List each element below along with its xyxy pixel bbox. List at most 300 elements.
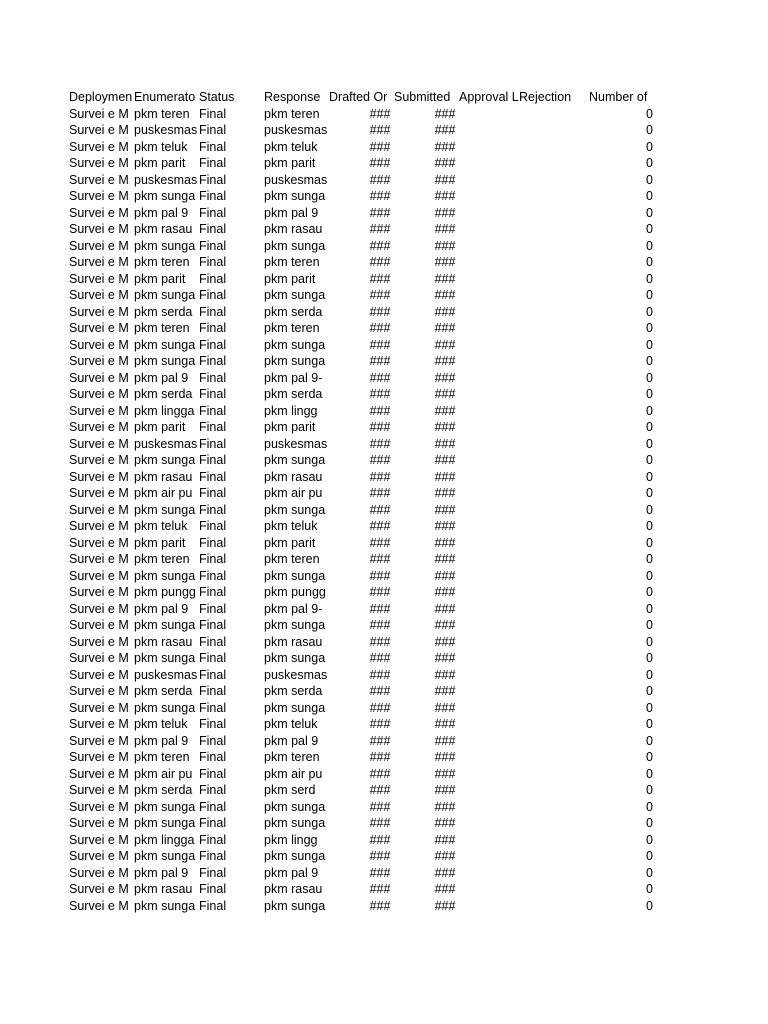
cell-status[interactable]: Final bbox=[199, 519, 227, 533]
cell-submitted[interactable]: ### bbox=[434, 469, 456, 484]
cell-status[interactable]: Final bbox=[199, 106, 227, 121]
cell-enumerator[interactable]: pkm air pu bbox=[134, 766, 193, 781]
cell-drafted-on[interactable]: ### bbox=[369, 667, 391, 682]
cell-response[interactable]: pkm sunga bbox=[264, 618, 326, 632]
cell-submitted[interactable]: ### bbox=[434, 733, 456, 748]
cell-deployment[interactable]: Survei e M bbox=[69, 684, 129, 698]
cell-number-of[interactable]: 0 bbox=[646, 667, 653, 682]
cell-submitted[interactable]: ### bbox=[434, 601, 456, 616]
cell-enumerator[interactable]: pkm sunga bbox=[134, 816, 196, 830]
cell-number-of[interactable]: 0 bbox=[646, 156, 653, 170]
cell-drafted-on[interactable]: ### bbox=[369, 865, 391, 880]
cell-drafted-on[interactable]: ### bbox=[369, 436, 391, 451]
cell-enumerator[interactable]: pkm sunga bbox=[134, 337, 196, 352]
cell-response[interactable]: pkm rasau bbox=[264, 222, 323, 236]
cell-submitted[interactable]: ### bbox=[434, 255, 456, 269]
cell-deployment[interactable]: Survei e M bbox=[69, 271, 129, 286]
cell-number-of[interactable]: 0 bbox=[646, 568, 653, 583]
cell-submitted[interactable]: ### bbox=[434, 123, 456, 137]
cell-status[interactable]: Final bbox=[199, 321, 227, 335]
cell-status[interactable]: Final bbox=[199, 898, 227, 913]
cell-response[interactable]: pkm sunga bbox=[264, 337, 326, 352]
header-status[interactable]: Status bbox=[199, 90, 235, 104]
cell-deployment[interactable]: Survei e M bbox=[69, 453, 129, 467]
cell-deployment[interactable]: Survei e M bbox=[69, 634, 129, 649]
cell-number-of[interactable]: 0 bbox=[646, 750, 653, 764]
cell-submitted[interactable]: ### bbox=[434, 288, 456, 302]
cell-number-of[interactable]: 0 bbox=[646, 189, 653, 203]
header-deployment[interactable]: Deploymen bbox=[69, 90, 133, 104]
cell-enumerator[interactable]: pkm lingga bbox=[134, 403, 195, 418]
cell-status[interactable]: Final bbox=[199, 370, 227, 385]
cell-deployment[interactable]: Survei e M bbox=[69, 288, 129, 302]
cell-submitted[interactable]: ### bbox=[434, 486, 456, 500]
cell-enumerator[interactable]: puskesmas bbox=[134, 123, 198, 137]
cell-response[interactable]: pkm rasau bbox=[264, 469, 323, 484]
cell-response[interactable]: pkm teren bbox=[264, 750, 320, 764]
cell-deployment[interactable]: Survei e M bbox=[69, 816, 129, 830]
cell-response[interactable]: pkm pal 9 bbox=[264, 865, 319, 880]
cell-response[interactable]: pkm pungg bbox=[264, 585, 326, 599]
cell-drafted-on[interactable]: ### bbox=[369, 387, 391, 401]
cell-number-of[interactable]: 0 bbox=[646, 172, 653, 187]
cell-deployment[interactable]: Survei e M bbox=[69, 403, 129, 418]
cell-drafted-on[interactable]: ### bbox=[369, 832, 391, 847]
cell-status[interactable]: Final bbox=[199, 816, 227, 830]
cell-drafted-on[interactable]: ### bbox=[369, 849, 391, 863]
cell-deployment[interactable]: Survei e M bbox=[69, 255, 129, 269]
cell-status[interactable]: Final bbox=[199, 535, 227, 550]
cell-drafted-on[interactable]: ### bbox=[369, 288, 391, 302]
cell-drafted-on[interactable]: ### bbox=[369, 189, 391, 203]
cell-drafted-on[interactable]: ### bbox=[369, 816, 391, 830]
cell-drafted-on[interactable]: ### bbox=[369, 733, 391, 748]
cell-response[interactable]: pkm serd bbox=[264, 783, 316, 797]
cell-number-of[interactable]: 0 bbox=[646, 123, 653, 137]
cell-deployment[interactable]: Survei e M bbox=[69, 865, 129, 880]
cell-drafted-on[interactable]: ### bbox=[369, 898, 391, 913]
cell-deployment[interactable]: Survei e M bbox=[69, 189, 129, 203]
cell-status[interactable]: Final bbox=[199, 205, 227, 220]
cell-status[interactable]: Final bbox=[199, 486, 227, 500]
cell-deployment[interactable]: Survei e M bbox=[69, 799, 129, 814]
cell-response[interactable]: pkm sunga bbox=[264, 898, 326, 913]
cell-enumerator[interactable]: puskesmas bbox=[134, 667, 198, 682]
cell-submitted[interactable]: ### bbox=[434, 321, 456, 335]
cell-drafted-on[interactable]: ### bbox=[369, 222, 391, 236]
cell-deployment[interactable]: Survei e M bbox=[69, 370, 129, 385]
cell-deployment[interactable]: Survei e M bbox=[69, 832, 129, 847]
cell-status[interactable]: Final bbox=[199, 568, 227, 583]
cell-enumerator[interactable]: pkm teren bbox=[134, 750, 190, 764]
cell-drafted-on[interactable]: ### bbox=[369, 403, 391, 418]
cell-enumerator[interactable]: pkm sunga bbox=[134, 354, 196, 368]
cell-submitted[interactable]: ### bbox=[434, 898, 456, 913]
cell-drafted-on[interactable]: ### bbox=[369, 172, 391, 187]
cell-drafted-on[interactable]: ### bbox=[369, 700, 391, 715]
cell-enumerator[interactable]: pkm sunga bbox=[134, 288, 196, 302]
cell-number-of[interactable]: 0 bbox=[646, 519, 653, 533]
header-number-of[interactable]: Number of bbox=[589, 90, 648, 104]
cell-response[interactable]: pkm sunga bbox=[264, 849, 326, 863]
cell-deployment[interactable]: Survei e M bbox=[69, 519, 129, 533]
cell-response[interactable]: pkm rasau bbox=[264, 634, 323, 649]
cell-number-of[interactable]: 0 bbox=[646, 453, 653, 467]
cell-enumerator[interactable]: pkm parit bbox=[134, 271, 186, 286]
cell-number-of[interactable]: 0 bbox=[646, 436, 653, 451]
cell-status[interactable]: Final bbox=[199, 882, 227, 896]
cell-deployment[interactable]: Survei e M bbox=[69, 667, 129, 682]
cell-submitted[interactable]: ### bbox=[434, 816, 456, 830]
cell-response[interactable]: pkm teren bbox=[264, 321, 320, 335]
cell-enumerator[interactable]: pkm parit bbox=[134, 420, 186, 434]
cell-enumerator[interactable]: pkm pungg bbox=[134, 585, 196, 599]
cell-enumerator[interactable]: pkm sunga bbox=[134, 618, 196, 632]
cell-status[interactable]: Final bbox=[199, 651, 227, 665]
cell-status[interactable]: Final bbox=[199, 255, 227, 269]
cell-status[interactable]: Final bbox=[199, 717, 227, 731]
cell-enumerator[interactable]: pkm parit bbox=[134, 535, 186, 550]
cell-enumerator[interactable]: pkm lingga bbox=[134, 832, 195, 847]
cell-enumerator[interactable]: pkm sunga bbox=[134, 502, 196, 517]
cell-status[interactable]: Final bbox=[199, 601, 227, 616]
cell-status[interactable]: Final bbox=[199, 189, 227, 203]
cell-status[interactable]: Final bbox=[199, 502, 227, 517]
cell-drafted-on[interactable]: ### bbox=[369, 321, 391, 335]
cell-enumerator[interactable]: pkm sunga bbox=[134, 453, 196, 467]
cell-number-of[interactable]: 0 bbox=[646, 337, 653, 352]
cell-status[interactable]: Final bbox=[199, 552, 227, 566]
cell-response[interactable]: pkm sunga bbox=[264, 354, 326, 368]
cell-number-of[interactable]: 0 bbox=[646, 700, 653, 715]
cell-response[interactable]: pkm sunga bbox=[264, 453, 326, 467]
cell-enumerator[interactable]: pkm parit bbox=[134, 156, 186, 170]
cell-status[interactable]: Final bbox=[199, 271, 227, 286]
cell-response[interactable]: pkm teren bbox=[264, 552, 320, 566]
cell-number-of[interactable]: 0 bbox=[646, 585, 653, 599]
cell-deployment[interactable]: Survei e M bbox=[69, 783, 129, 797]
cell-drafted-on[interactable]: ### bbox=[369, 634, 391, 649]
cell-submitted[interactable]: ### bbox=[434, 585, 456, 599]
cell-response[interactable]: pkm air pu bbox=[264, 766, 323, 781]
cell-number-of[interactable]: 0 bbox=[646, 898, 653, 913]
cell-enumerator[interactable]: pkm pal 9 bbox=[134, 601, 189, 616]
cell-response[interactable]: pkm serda bbox=[264, 684, 323, 698]
cell-enumerator[interactable]: pkm serda bbox=[134, 387, 193, 401]
cell-number-of[interactable]: 0 bbox=[646, 733, 653, 748]
cell-number-of[interactable]: 0 bbox=[646, 387, 653, 401]
header-rejection[interactable]: Rejection bbox=[519, 90, 572, 104]
cell-drafted-on[interactable]: ### bbox=[369, 354, 391, 368]
cell-status[interactable]: Final bbox=[199, 684, 227, 698]
cell-enumerator[interactable]: pkm air pu bbox=[134, 486, 193, 500]
cell-number-of[interactable]: 0 bbox=[646, 849, 653, 863]
cell-drafted-on[interactable]: ### bbox=[369, 271, 391, 286]
cell-submitted[interactable]: ### bbox=[434, 189, 456, 203]
cell-number-of[interactable]: 0 bbox=[646, 304, 653, 319]
cell-response[interactable]: pkm serda bbox=[264, 304, 323, 319]
cell-number-of[interactable]: 0 bbox=[646, 783, 653, 797]
cell-number-of[interactable]: 0 bbox=[646, 420, 653, 434]
cell-deployment[interactable]: Survei e M bbox=[69, 766, 129, 781]
cell-number-of[interactable]: 0 bbox=[646, 832, 653, 847]
cell-number-of[interactable]: 0 bbox=[646, 255, 653, 269]
cell-drafted-on[interactable]: ### bbox=[369, 882, 391, 896]
cell-number-of[interactable]: 0 bbox=[646, 799, 653, 814]
cell-enumerator[interactable]: pkm sunga bbox=[134, 700, 196, 715]
cell-drafted-on[interactable]: ### bbox=[369, 519, 391, 533]
cell-deployment[interactable]: Survei e M bbox=[69, 651, 129, 665]
cell-drafted-on[interactable]: ### bbox=[369, 684, 391, 698]
cell-deployment[interactable]: Survei e M bbox=[69, 618, 129, 632]
cell-submitted[interactable]: ### bbox=[434, 667, 456, 682]
cell-enumerator[interactable]: pkm teluk bbox=[134, 519, 188, 533]
cell-response[interactable]: pkm lingg bbox=[264, 832, 318, 847]
cell-status[interactable]: Final bbox=[199, 420, 227, 434]
cell-submitted[interactable]: ### bbox=[434, 783, 456, 797]
header-enumerator[interactable]: Enumerato bbox=[134, 90, 196, 104]
cell-status[interactable]: Final bbox=[199, 337, 227, 352]
cell-drafted-on[interactable]: ### bbox=[369, 651, 391, 665]
cell-submitted[interactable]: ### bbox=[434, 271, 456, 286]
cell-deployment[interactable]: Survei e M bbox=[69, 535, 129, 550]
cell-submitted[interactable]: ### bbox=[434, 618, 456, 632]
cell-deployment[interactable]: Survei e M bbox=[69, 436, 129, 451]
cell-response[interactable]: pkm teluk bbox=[264, 717, 318, 731]
cell-response[interactable]: pkm pal 9- bbox=[264, 370, 323, 385]
cell-drafted-on[interactable]: ### bbox=[369, 535, 391, 550]
cell-drafted-on[interactable]: ### bbox=[369, 502, 391, 517]
cell-status[interactable]: Final bbox=[199, 453, 227, 467]
cell-response[interactable]: puskesmas bbox=[264, 436, 328, 451]
cell-response[interactable]: pkm sunga bbox=[264, 700, 326, 715]
cell-submitted[interactable]: ### bbox=[434, 420, 456, 434]
cell-drafted-on[interactable]: ### bbox=[369, 469, 391, 484]
cell-enumerator[interactable]: pkm sunga bbox=[134, 651, 196, 665]
cell-response[interactable]: pkm pal 9 bbox=[264, 733, 319, 748]
cell-deployment[interactable]: Survei e M bbox=[69, 172, 129, 187]
cell-drafted-on[interactable]: ### bbox=[369, 618, 391, 632]
cell-deployment[interactable]: Survei e M bbox=[69, 337, 129, 352]
cell-drafted-on[interactable]: ### bbox=[369, 601, 391, 616]
cell-drafted-on[interactable]: ### bbox=[369, 568, 391, 583]
cell-drafted-on[interactable]: ### bbox=[369, 552, 391, 566]
cell-enumerator[interactable]: pkm sunga bbox=[134, 849, 196, 863]
cell-enumerator[interactable]: pkm pal 9 bbox=[134, 205, 189, 220]
cell-response[interactable]: pkm sunga bbox=[264, 238, 326, 253]
cell-status[interactable]: Final bbox=[199, 139, 227, 154]
cell-status[interactable]: Final bbox=[199, 387, 227, 401]
cell-deployment[interactable]: Survei e M bbox=[69, 106, 129, 121]
cell-enumerator[interactable]: pkm sunga bbox=[134, 898, 196, 913]
cell-status[interactable]: Final bbox=[199, 700, 227, 715]
cell-number-of[interactable]: 0 bbox=[646, 205, 653, 220]
cell-number-of[interactable]: 0 bbox=[646, 882, 653, 896]
cell-response[interactable]: pkm teluk bbox=[264, 519, 318, 533]
cell-enumerator[interactable]: pkm sunga bbox=[134, 799, 196, 814]
cell-number-of[interactable]: 0 bbox=[646, 634, 653, 649]
cell-status[interactable]: Final bbox=[199, 849, 227, 863]
cell-submitted[interactable]: ### bbox=[434, 205, 456, 220]
cell-number-of[interactable]: 0 bbox=[646, 766, 653, 781]
cell-response[interactable]: pkm teren bbox=[264, 106, 320, 121]
cell-response[interactable]: puskesmas bbox=[264, 667, 328, 682]
cell-number-of[interactable]: 0 bbox=[646, 139, 653, 154]
cell-drafted-on[interactable]: ### bbox=[369, 156, 391, 170]
cell-number-of[interactable]: 0 bbox=[646, 354, 653, 368]
cell-deployment[interactable]: Survei e M bbox=[69, 205, 129, 220]
cell-response[interactable]: pkm sunga bbox=[264, 189, 326, 203]
cell-drafted-on[interactable]: ### bbox=[369, 238, 391, 253]
cell-response[interactable]: pkm air pu bbox=[264, 486, 323, 500]
cell-enumerator[interactable]: pkm pal 9 bbox=[134, 865, 189, 880]
cell-drafted-on[interactable]: ### bbox=[369, 139, 391, 154]
cell-enumerator[interactable]: pkm sunga bbox=[134, 238, 196, 253]
cell-submitted[interactable]: ### bbox=[434, 717, 456, 731]
cell-submitted[interactable]: ### bbox=[434, 238, 456, 253]
header-approval[interactable]: Approval L bbox=[459, 90, 519, 104]
cell-status[interactable]: Final bbox=[199, 123, 227, 137]
cell-response[interactable]: pkm parit bbox=[264, 420, 316, 434]
cell-submitted[interactable]: ### bbox=[434, 849, 456, 863]
cell-status[interactable]: Final bbox=[199, 156, 227, 170]
cell-deployment[interactable]: Survei e M bbox=[69, 469, 129, 484]
cell-submitted[interactable]: ### bbox=[434, 750, 456, 764]
cell-status[interactable]: Final bbox=[199, 667, 227, 682]
cell-number-of[interactable]: 0 bbox=[646, 469, 653, 484]
cell-deployment[interactable]: Survei e M bbox=[69, 898, 129, 913]
cell-submitted[interactable]: ### bbox=[434, 403, 456, 418]
cell-number-of[interactable]: 0 bbox=[646, 717, 653, 731]
cell-drafted-on[interactable]: ### bbox=[369, 585, 391, 599]
cell-number-of[interactable]: 0 bbox=[646, 238, 653, 253]
cell-response[interactable]: pkm rasau bbox=[264, 882, 323, 896]
cell-drafted-on[interactable]: ### bbox=[369, 106, 391, 121]
cell-number-of[interactable]: 0 bbox=[646, 618, 653, 632]
cell-deployment[interactable]: Survei e M bbox=[69, 486, 129, 500]
header-submitted[interactable]: Submitted bbox=[394, 90, 451, 104]
cell-submitted[interactable]: ### bbox=[434, 139, 456, 154]
cell-enumerator[interactable]: pkm serda bbox=[134, 783, 193, 797]
cell-status[interactable]: Final bbox=[199, 304, 227, 319]
cell-deployment[interactable]: Survei e M bbox=[69, 420, 129, 434]
cell-drafted-on[interactable]: ### bbox=[369, 370, 391, 385]
cell-submitted[interactable]: ### bbox=[434, 453, 456, 467]
cell-response[interactable]: pkm pal 9- bbox=[264, 601, 323, 616]
cell-deployment[interactable]: Survei e M bbox=[69, 849, 129, 863]
cell-enumerator[interactable]: pkm teren bbox=[134, 106, 190, 121]
cell-status[interactable]: Final bbox=[199, 750, 227, 764]
cell-drafted-on[interactable]: ### bbox=[369, 255, 391, 269]
cell-status[interactable]: Final bbox=[199, 288, 227, 302]
cell-submitted[interactable]: ### bbox=[434, 354, 456, 368]
cell-deployment[interactable]: Survei e M bbox=[69, 601, 129, 616]
cell-submitted[interactable]: ### bbox=[434, 865, 456, 880]
cell-number-of[interactable]: 0 bbox=[646, 271, 653, 286]
cell-submitted[interactable]: ### bbox=[434, 156, 456, 170]
cell-deployment[interactable]: Survei e M bbox=[69, 552, 129, 566]
cell-drafted-on[interactable]: ### bbox=[369, 453, 391, 467]
cell-deployment[interactable]: Survei e M bbox=[69, 750, 129, 764]
cell-status[interactable]: Final bbox=[199, 222, 227, 236]
cell-enumerator[interactable]: pkm serda bbox=[134, 304, 193, 319]
cell-number-of[interactable]: 0 bbox=[646, 535, 653, 550]
cell-deployment[interactable]: Survei e M bbox=[69, 354, 129, 368]
cell-submitted[interactable]: ### bbox=[434, 222, 456, 236]
cell-response[interactable]: pkm parit bbox=[264, 271, 316, 286]
cell-submitted[interactable]: ### bbox=[434, 519, 456, 533]
cell-submitted[interactable]: ### bbox=[434, 552, 456, 566]
cell-status[interactable]: Final bbox=[199, 634, 227, 649]
cell-response[interactable]: pkm sunga bbox=[264, 568, 326, 583]
cell-response[interactable]: puskesmas bbox=[264, 123, 328, 137]
cell-response[interactable]: pkm sunga bbox=[264, 799, 326, 814]
cell-status[interactable]: Final bbox=[199, 403, 227, 418]
cell-enumerator[interactable]: pkm rasau bbox=[134, 882, 193, 896]
cell-response[interactable]: pkm sunga bbox=[264, 288, 326, 302]
cell-status[interactable]: Final bbox=[199, 766, 227, 781]
cell-enumerator[interactable]: pkm teren bbox=[134, 321, 190, 335]
cell-response[interactable]: pkm sunga bbox=[264, 502, 326, 517]
header-response[interactable]: Response bbox=[264, 90, 321, 104]
cell-enumerator[interactable]: pkm rasau bbox=[134, 222, 193, 236]
cell-response[interactable]: pkm sunga bbox=[264, 816, 326, 830]
cell-status[interactable]: Final bbox=[199, 354, 227, 368]
cell-status[interactable]: Final bbox=[199, 733, 227, 748]
cell-submitted[interactable]: ### bbox=[434, 387, 456, 401]
cell-enumerator[interactable]: puskesmas bbox=[134, 436, 198, 451]
cell-drafted-on[interactable]: ### bbox=[369, 486, 391, 500]
cell-status[interactable]: Final bbox=[199, 618, 227, 632]
cell-enumerator[interactable]: pkm rasau bbox=[134, 634, 193, 649]
cell-response[interactable]: pkm sunga bbox=[264, 651, 326, 665]
cell-response[interactable]: pkm serda bbox=[264, 387, 323, 401]
cell-enumerator[interactable]: pkm pal 9 bbox=[134, 733, 189, 748]
cell-number-of[interactable]: 0 bbox=[646, 321, 653, 335]
cell-enumerator[interactable]: pkm teren bbox=[134, 552, 190, 566]
cell-drafted-on[interactable]: ### bbox=[369, 750, 391, 764]
cell-drafted-on[interactable]: ### bbox=[369, 420, 391, 434]
cell-number-of[interactable]: 0 bbox=[646, 486, 653, 500]
cell-deployment[interactable]: Survei e M bbox=[69, 139, 129, 154]
cell-submitted[interactable]: ### bbox=[434, 436, 456, 451]
cell-number-of[interactable]: 0 bbox=[646, 552, 653, 566]
cell-enumerator[interactable]: pkm rasau bbox=[134, 469, 193, 484]
cell-enumerator[interactable]: pkm teluk bbox=[134, 139, 188, 154]
cell-response[interactable]: pkm pal 9 bbox=[264, 205, 319, 220]
cell-status[interactable]: Final bbox=[199, 436, 227, 451]
cell-drafted-on[interactable]: ### bbox=[369, 123, 391, 137]
cell-number-of[interactable]: 0 bbox=[646, 222, 653, 236]
cell-drafted-on[interactable]: ### bbox=[369, 717, 391, 731]
cell-number-of[interactable]: 0 bbox=[646, 502, 653, 517]
cell-number-of[interactable]: 0 bbox=[646, 370, 653, 385]
cell-number-of[interactable]: 0 bbox=[646, 106, 653, 121]
cell-deployment[interactable]: Survei e M bbox=[69, 502, 129, 517]
cell-drafted-on[interactable]: ### bbox=[369, 783, 391, 797]
cell-submitted[interactable]: ### bbox=[434, 370, 456, 385]
cell-deployment[interactable]: Survei e M bbox=[69, 387, 129, 401]
cell-response[interactable]: pkm teren bbox=[264, 255, 320, 269]
cell-deployment[interactable]: Survei e M bbox=[69, 585, 129, 599]
cell-number-of[interactable]: 0 bbox=[646, 601, 653, 616]
cell-enumerator[interactable]: pkm teren bbox=[134, 255, 190, 269]
cell-deployment[interactable]: Survei e M bbox=[69, 304, 129, 319]
cell-deployment[interactable]: Survei e M bbox=[69, 238, 129, 253]
cell-response[interactable]: pkm parit bbox=[264, 156, 316, 170]
cell-submitted[interactable]: ### bbox=[434, 304, 456, 319]
cell-deployment[interactable]: Survei e M bbox=[69, 882, 129, 896]
